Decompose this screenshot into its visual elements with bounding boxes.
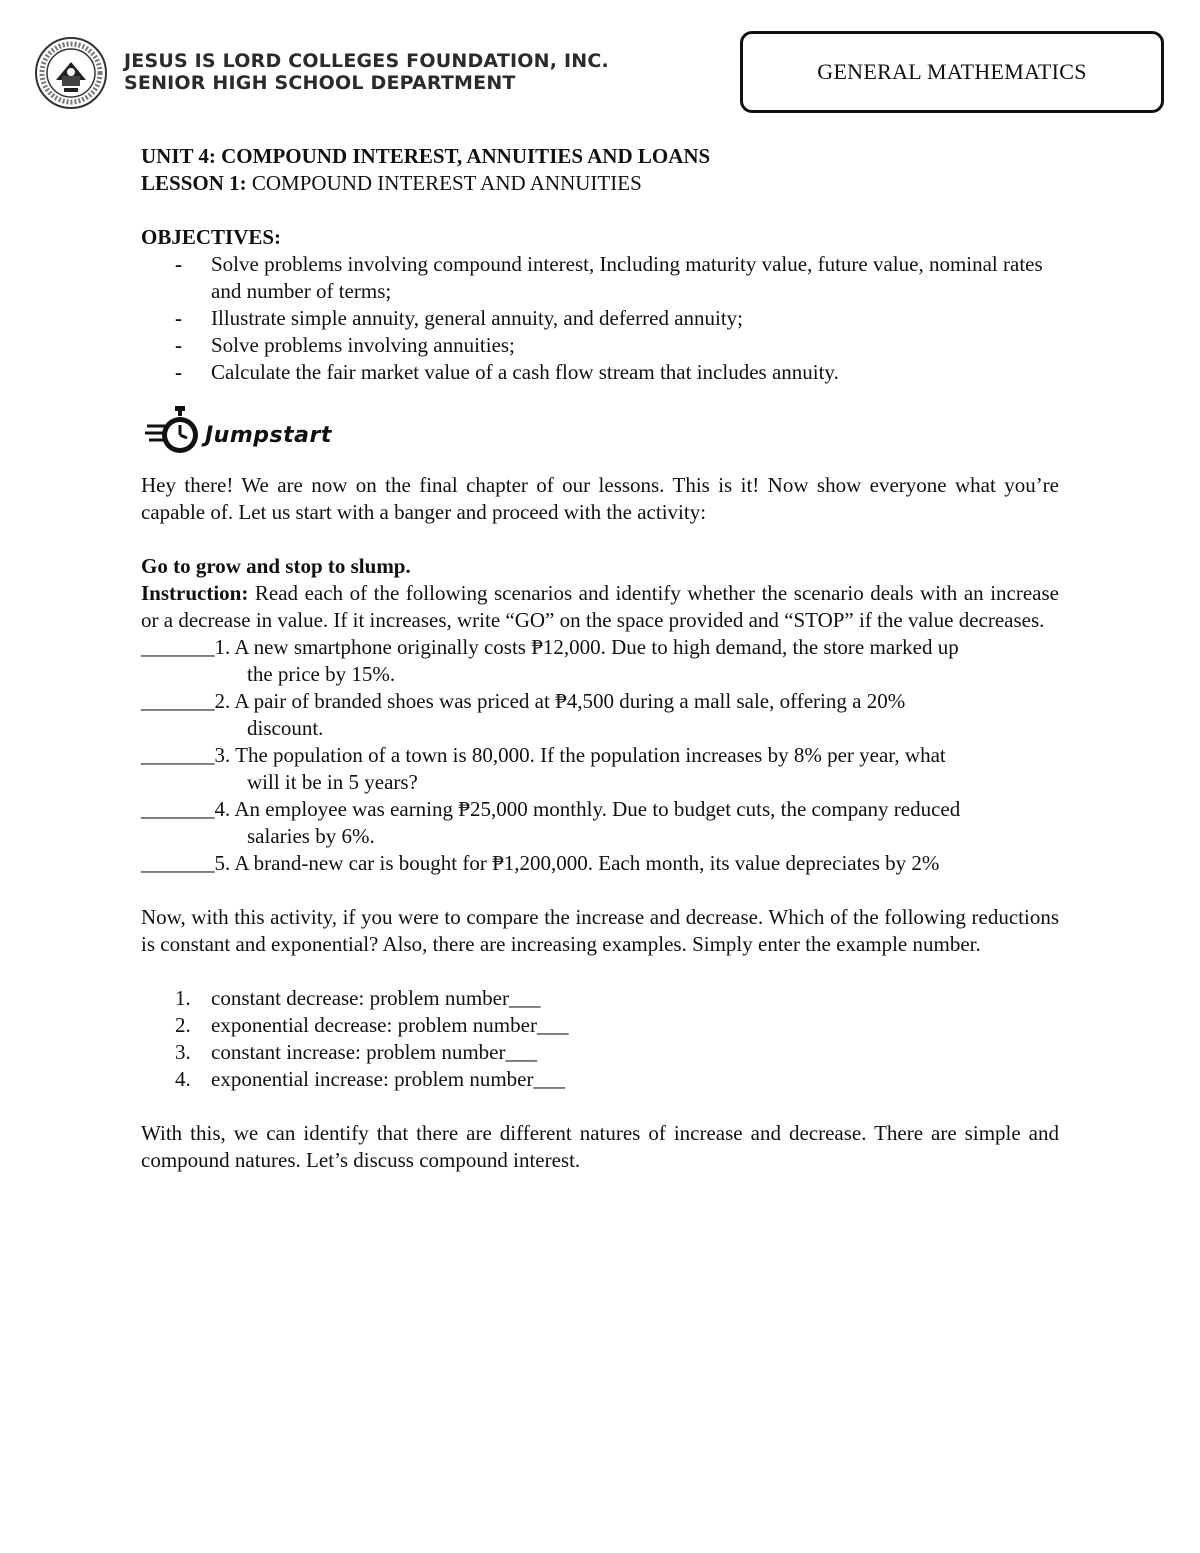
answer-blank[interactable]: _______ — [141, 689, 215, 713]
scenario-text: 1. A new smartphone originally costs ₱12,000. Due to high demand, the store marked up — [214, 635, 959, 659]
comparison-item — [141, 1066, 1059, 1093]
lesson-label: LESSON 1: — [141, 171, 247, 195]
school-name-block — [124, 50, 609, 94]
item-number: 4. — [175, 1067, 191, 1091]
unit-line — [141, 143, 1059, 170]
page-header — [34, 34, 1174, 124]
scenario-text: 2. A pair of branded shoes was priced at ₱4,500 during a mall sale, offering a 20% — [214, 689, 906, 713]
subject-title: GENERAL MATHEMATICS — [817, 59, 1087, 84]
instruction-text: Read each of the following scenarios and identify whether the scenario deals with an increase or a decrease in value. If it increases, write “GO” on the space provided and “STOP” if the value decreases. — [141, 581, 1059, 632]
jumpstart-label: Jumpstart — [205, 423, 332, 448]
scenario-continuation: the price by 15%. — [247, 662, 396, 686]
instruction-label: Instruction: — [141, 581, 249, 605]
scenario-line — [141, 688, 1059, 715]
objective-item — [141, 332, 1059, 359]
scenario-continuation: discount. — [247, 716, 324, 740]
unit-title: COMPOUND INTEREST, ANNUITIES AND LOANS — [221, 144, 711, 168]
objective-text: Solve problems involving compound interest, Including maturity value, future value, nominal rates and number of terms; — [211, 252, 1043, 303]
comparison-item — [141, 1012, 1059, 1039]
scenario-line — [141, 742, 1059, 769]
lesson-title: COMPOUND INTEREST AND ANNUITIES — [251, 171, 642, 195]
comparison-item — [141, 1039, 1059, 1066]
jumpstart-banner — [141, 404, 1059, 464]
unit-label: UNIT 4: — [141, 144, 216, 168]
scenario-text: 5. A brand-new car is bought for ₱1,200,000. Each month, its value depreciates by 2% — [214, 851, 940, 875]
scenario-text: 4. An employee was earning ₱25,000 monthly. Due to budget cuts, the company reduced — [214, 797, 961, 821]
school-seal-icon — [34, 36, 108, 110]
school-name: JESUS IS LORD COLLEGES FOUNDATION, INC. — [124, 50, 609, 72]
objective-item — [141, 251, 1059, 305]
objective-text: Calculate the fair market value of a cash flow stream that includes annuity. — [211, 360, 839, 384]
comparison-text: constant decrease: problem number___ — [211, 986, 541, 1010]
lesson-line — [141, 170, 1059, 197]
scenario-line — [141, 796, 1059, 823]
bullet-dash: - — [175, 333, 182, 357]
comparison-text: exponential decrease: problem number___ — [211, 1013, 569, 1037]
objective-text: Solve problems involving annuities; — [211, 333, 515, 357]
objectives-heading: OBJECTIVES: — [141, 225, 282, 249]
comparison-text: constant increase: problem number___ — [211, 1040, 537, 1064]
objective-item — [141, 305, 1059, 332]
item-number: 1. — [175, 986, 191, 1010]
page-content — [141, 143, 1059, 1174]
scenario-item — [141, 742, 1059, 796]
scenario-item — [141, 634, 1059, 688]
subject-box — [740, 31, 1164, 113]
intro-paragraph: Hey there! We are now on the final chapter of our lessons. This is it! Now show everyone what you’re capable of. Let us start with a banger and proceed with the activity: — [141, 473, 1059, 524]
scenario-line — [141, 634, 1059, 661]
item-number: 2. — [175, 1013, 191, 1037]
activity-title: Go to grow and stop to slump. — [141, 554, 411, 578]
scenario-continuation: salaries by 6%. — [247, 824, 375, 848]
answer-blank[interactable]: _______ — [141, 743, 215, 767]
bullet-dash: - — [175, 306, 182, 330]
scenario-item — [141, 796, 1059, 850]
objectives-list — [141, 251, 1059, 386]
bullet-dash: - — [175, 252, 182, 276]
answer-blank[interactable]: _______ — [141, 635, 215, 659]
comparison-paragraph: Now, with this activity, if you were to compare the increase and decrease. Which of the following reductions is constant and exponential? Also, there are increasing examples. Simply enter the example number. — [141, 905, 1059, 956]
scenario-item — [141, 850, 1059, 877]
closing-paragraph: With this, we can identify that there are different natures of increase and decrease. There are simple and compound natures. Let’s discuss compound interest. — [141, 1121, 1059, 1172]
comparison-text: exponential increase: problem number___ — [211, 1067, 565, 1091]
scenario-line — [141, 850, 1059, 877]
answer-blank[interactable]: _______ — [141, 797, 215, 821]
bullet-dash: - — [175, 360, 182, 384]
scenario-item — [141, 688, 1059, 742]
objective-text: Illustrate simple annuity, general annuity, and deferred annuity; — [211, 306, 744, 330]
answer-blank[interactable]: _______ — [141, 851, 215, 875]
scenario-text: 3. The population of a town is 80,000. If the population increases by 8% per year, what — [214, 743, 946, 767]
comparison-list — [141, 985, 1059, 1093]
stopwatch-icon — [145, 404, 205, 458]
item-number: 3. — [175, 1040, 191, 1064]
comparison-item — [141, 985, 1059, 1012]
department-name: SENIOR HIGH SCHOOL DEPARTMENT — [124, 72, 516, 94]
objective-item — [141, 359, 1059, 386]
scenario-continuation: will it be in 5 years? — [247, 770, 418, 794]
instruction-paragraph — [141, 580, 1059, 634]
